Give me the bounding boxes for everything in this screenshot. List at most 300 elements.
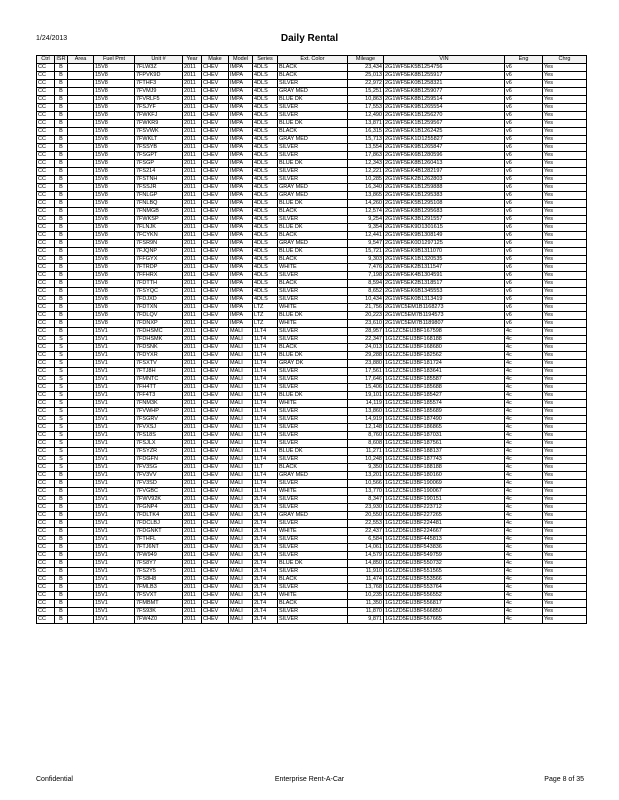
table-cell: 1G1ZD5EU3BF551565 [384, 568, 505, 576]
table-cell: 4c [505, 392, 543, 400]
table-cell: 4c [505, 608, 543, 616]
table-cell: 4c [505, 520, 543, 528]
table-cell: CC [37, 80, 55, 88]
table-cell: 15V1 [94, 456, 135, 464]
table-cell: CC [37, 304, 55, 312]
table-cell: CC [37, 176, 55, 184]
table-cell: SILVER [278, 456, 348, 464]
table-cell [68, 104, 94, 112]
table-cell: BLUE DK [278, 560, 348, 568]
table-cell: Yes [543, 192, 587, 200]
table-cell [68, 528, 94, 536]
table-cell: 2LT4 [253, 608, 278, 616]
table-cell: Yes [543, 384, 587, 392]
table-cell: 15V8 [94, 288, 135, 296]
table-cell: 7FWKFJ [135, 112, 183, 120]
table-cell: Yes [543, 392, 587, 400]
table-cell: IMPA [229, 256, 253, 264]
table-cell: v6 [505, 216, 543, 224]
table-row [37, 152, 587, 160]
table-cell: 2011 [183, 584, 202, 592]
table-cell: IMPA [229, 288, 253, 296]
table-cell [68, 600, 94, 608]
table-row [37, 464, 587, 472]
table-cell: 4c [505, 600, 543, 608]
table-cell: 7FDGFN [135, 456, 183, 464]
table-cell: IMPA [229, 80, 253, 88]
table-cell: 2011 [183, 80, 202, 88]
table-cell: 7FTHF3 [135, 80, 183, 88]
table-cell: 7FDJXD [135, 296, 183, 304]
table-cell: CC [37, 128, 55, 136]
table-cell: 4c [505, 472, 543, 480]
table-cell: 4DLS [253, 120, 278, 128]
table-cell: Yes [543, 440, 587, 448]
table-cell: 4DLS [253, 192, 278, 200]
table-cell: 7FSTNH [135, 176, 183, 184]
table-cell: CC [37, 528, 55, 536]
table-cell: 8,760 [348, 432, 384, 440]
table-cell: 15V8 [94, 256, 135, 264]
table-cell: 2G1WF5EK6B1345553 [384, 288, 505, 296]
table-cell: 4c [505, 480, 543, 488]
table-cell: 2011 [183, 208, 202, 216]
table-cell: 2011 [183, 472, 202, 480]
table-cell [68, 280, 94, 288]
table-cell: 1LT4 [253, 456, 278, 464]
table-cell: 1LT4 [253, 400, 278, 408]
table-cell: Yes [543, 112, 587, 120]
table-cell: 1G1ZC5EU3BF183641 [384, 368, 505, 376]
table-cell: IMPA [229, 152, 253, 160]
table-cell: CHEV [202, 64, 229, 72]
table-cell: 2G1WF5EK2B1262803 [384, 176, 505, 184]
table-cell: 2LT4 [253, 504, 278, 512]
table-cell [68, 152, 94, 160]
table-cell: 1G1ZD5EU3BF543836 [384, 544, 505, 552]
table-cell: Yes [543, 336, 587, 344]
table-cell: CHEV [202, 424, 229, 432]
table-cell: 7FH4TT [135, 384, 183, 392]
table-cell: v6 [505, 208, 543, 216]
table-cell: BLUE DK [278, 160, 348, 168]
table-cell: CC [37, 280, 55, 288]
table-cell: 17,553 [348, 104, 384, 112]
table-cell: 2011 [183, 296, 202, 304]
table-cell: 2LT4 [253, 568, 278, 576]
table-cell: 7FTJ6NT [135, 544, 183, 552]
table-cell: LTZ [253, 304, 278, 312]
table-cell: 7FW949 [135, 552, 183, 560]
table-cell: CC [37, 288, 55, 296]
table-cell: 2011 [183, 232, 202, 240]
table-cell: 1LT4 [253, 416, 278, 424]
report-title: Daily Rental [280, 33, 339, 44]
table-cell: 2011 [183, 256, 202, 264]
table-cell: 1G1ZD5EU3BF556552 [384, 592, 505, 600]
table-cell: 2011 [183, 504, 202, 512]
table-cell: B [55, 512, 68, 520]
table-cell: SILVER [278, 176, 348, 184]
table-cell: 15V8 [94, 232, 135, 240]
table-row [37, 536, 587, 544]
table-cell: 2G1WF5EK9B1311070 [384, 248, 505, 256]
table-cell: SILVER [278, 552, 348, 560]
table-cell: 1G1ZD5EU3BF550732 [384, 560, 505, 568]
table-cell: 2011 [183, 552, 202, 560]
table-row [37, 80, 587, 88]
table-cell: 7FTRDP [135, 264, 183, 272]
table-cell: SILVER [278, 568, 348, 576]
table-cell: 7FS8H8 [135, 576, 183, 584]
table-cell: CC [37, 592, 55, 600]
table-cell: SILVER [278, 416, 348, 424]
table-row [37, 72, 587, 80]
table-cell: 7FCYKN [135, 232, 183, 240]
table-cell: 1LT4 [253, 488, 278, 496]
table-cell: 4c [505, 456, 543, 464]
table-cell: 15V1 [94, 464, 135, 472]
table-cell: 11,870 [348, 608, 384, 616]
table-cell: 7FS214 [135, 168, 183, 176]
table-cell: CHEV [202, 392, 229, 400]
table-cell: 11,910 [348, 568, 384, 576]
table-cell: v6 [505, 88, 543, 96]
table-cell: 15V8 [94, 64, 135, 72]
table-cell: SILVER [278, 520, 348, 528]
table-cell: 13,768 [348, 584, 384, 592]
table-cell [68, 448, 94, 456]
table-cell: 7FV3SD [135, 480, 183, 488]
table-cell: GRAY MED [278, 512, 348, 520]
table-cell: 15V8 [94, 72, 135, 80]
table-cell: SILVER [278, 480, 348, 488]
table-cell: CHEV [202, 104, 229, 112]
table-cell: S [55, 344, 68, 352]
table-cell: 7FWKR9 [135, 120, 183, 128]
table-cell: v6 [505, 232, 543, 240]
table-cell: IMPA [229, 208, 253, 216]
table-cell: 1G1ZC5EU3BF168680 [384, 344, 505, 352]
table-cell: IMPA [229, 88, 253, 96]
table-cell: 25,013 [348, 72, 384, 80]
table-cell: WHITE [278, 304, 348, 312]
table-cell: 4DLS [253, 256, 278, 264]
table-cell: Yes [543, 96, 587, 104]
table-cell: CHEV [202, 96, 229, 104]
table-cell: 4DLS [253, 232, 278, 240]
table-cell: 2011 [183, 480, 202, 488]
table-row [37, 120, 587, 128]
table-cell: Yes [543, 200, 587, 208]
table-cell: CHEV [202, 368, 229, 376]
column-header: Series [253, 56, 278, 64]
table-cell: Yes [543, 376, 587, 384]
table-cell: 2G1WF5EK8B1255917 [384, 72, 505, 80]
table-cell: 15V8 [94, 160, 135, 168]
table-cell: 7FV3SG [135, 464, 183, 472]
table-cell: 4c [505, 592, 543, 600]
table-cell: B [55, 64, 68, 72]
table-cell: 4c [505, 560, 543, 568]
table-cell: 7FSYZR [135, 448, 183, 456]
table-cell: B [55, 592, 68, 600]
table-cell: CHEV [202, 160, 229, 168]
table-cell: S [55, 352, 68, 360]
table-cell: v6 [505, 240, 543, 248]
table-cell: 4c [505, 360, 543, 368]
table-cell: CC [37, 392, 55, 400]
table-cell: CC [37, 384, 55, 392]
table-row [37, 144, 587, 152]
table-cell: 15V8 [94, 136, 135, 144]
table-cell: B [55, 520, 68, 528]
table-cell: 2011 [183, 608, 202, 616]
column-header: VIN [384, 56, 505, 64]
table-cell: SILVER [278, 408, 348, 416]
table-cell: CHEV [202, 88, 229, 96]
table-cell: 2G1WF5EK1D1255827 [384, 136, 505, 144]
table-cell: 4c [505, 504, 543, 512]
table-cell: MALI [229, 424, 253, 432]
table-cell [68, 288, 94, 296]
table-cell: CHEV [202, 592, 229, 600]
table-cell: 2G1WF5EK9D1301615 [384, 224, 505, 232]
table-cell: 4DLS [253, 112, 278, 120]
table-cell: Yes [543, 368, 587, 376]
table-cell [68, 112, 94, 120]
table-cell: BLACK [278, 208, 348, 216]
table-cell: BLUE DK [278, 200, 348, 208]
table-cell: 15V1 [94, 416, 135, 424]
table-cell: CHEV [202, 248, 229, 256]
table-cell: S [55, 408, 68, 416]
table-cell: 2011 [183, 64, 202, 72]
table-cell: 10,434 [348, 296, 384, 304]
table-cell: 7FSXTV [135, 360, 183, 368]
table-cell: B [55, 112, 68, 120]
table-row [37, 424, 587, 432]
table-cell: 2G1WF5EK0B1313419 [384, 296, 505, 304]
table-cell: CC [37, 376, 55, 384]
table-cell: Yes [543, 464, 587, 472]
table-cell: BLACK [278, 256, 348, 264]
table-cell: v6 [505, 200, 543, 208]
table-cell: MALI [229, 560, 253, 568]
table-cell: CHEV [202, 216, 229, 224]
table-cell: MALI [229, 472, 253, 480]
table-cell: B [55, 256, 68, 264]
table-cell [68, 144, 94, 152]
table-cell: 7FV3VV [135, 472, 183, 480]
table-cell: 2011 [183, 184, 202, 192]
column-header: Model [229, 56, 253, 64]
table-cell: IMPA [229, 176, 253, 184]
table-cell: v6 [505, 272, 543, 280]
table-cell: 15V8 [94, 240, 135, 248]
table-cell: 1G1ZC5EU3BF168188 [384, 336, 505, 344]
table-cell: MALI [229, 488, 253, 496]
table-cell: 14,579 [348, 552, 384, 560]
table-cell: 4c [505, 384, 543, 392]
table-cell: CHEV [202, 200, 229, 208]
column-header: Area [68, 56, 94, 64]
table-cell: CC [37, 224, 55, 232]
table-row [37, 96, 587, 104]
table-cell: 2011 [183, 240, 202, 248]
table-cell: GRAY MED [278, 88, 348, 96]
table-cell: Yes [543, 256, 587, 264]
table-cell: 8,594 [348, 280, 384, 288]
table-cell: 12,343 [348, 160, 384, 168]
table-cell: 4c [505, 488, 543, 496]
table-cell [68, 320, 94, 328]
table-cell: S [55, 456, 68, 464]
table-cell: GRAY MED [278, 192, 348, 200]
table-cell: 15V1 [94, 616, 135, 624]
column-header: Year [183, 56, 202, 64]
table-cell: 2G1WF5EK8B1259077 [384, 88, 505, 96]
table-cell: Yes [543, 512, 587, 520]
table-cell: BLUE DK [278, 96, 348, 104]
column-header: Ctrl [37, 56, 55, 64]
table-cell: 4c [505, 328, 543, 336]
table-cell: 2011 [183, 72, 202, 80]
table-cell: 13,860 [348, 408, 384, 416]
table-cell: 15V1 [94, 328, 135, 336]
table-cell [68, 480, 94, 488]
table-cell: 2011 [183, 168, 202, 176]
table-cell: B [55, 120, 68, 128]
table-cell: 2011 [183, 424, 202, 432]
table-cell: CC [37, 208, 55, 216]
table-cell: B [55, 264, 68, 272]
table-cell [68, 200, 94, 208]
table-cell: CHEV [202, 152, 229, 160]
table-cell [68, 584, 94, 592]
table-cell [68, 344, 94, 352]
table-body [37, 64, 587, 624]
table-header [37, 56, 587, 64]
table-cell: 7FSGP [135, 160, 183, 168]
table-cell: CHEV [202, 224, 229, 232]
table-cell: Yes [543, 72, 587, 80]
table-cell: Yes [543, 416, 587, 424]
table-cell: Yes [543, 264, 587, 272]
table-cell: 1G1ZD5EU3BF224667 [384, 528, 505, 536]
table-cell: SILVER [278, 288, 348, 296]
table-cell: 15,251 [348, 88, 384, 96]
table-cell [68, 432, 94, 440]
table-cell: 15V8 [94, 112, 135, 120]
table-cell: B [55, 232, 68, 240]
table-cell [68, 312, 94, 320]
table-cell: SILVER [278, 384, 348, 392]
table-cell: 4c [505, 376, 543, 384]
table-cell: SILVER [278, 144, 348, 152]
table-row [37, 480, 587, 488]
table-cell: BLACK [278, 280, 348, 288]
table-cell: 15,713 [348, 136, 384, 144]
table-cell: BLACK [278, 72, 348, 80]
table-cell: B [55, 216, 68, 224]
table-cell: MALI [229, 352, 253, 360]
table-cell: MALI [229, 400, 253, 408]
table-cell: v6 [505, 136, 543, 144]
table-cell [68, 504, 94, 512]
table-row [37, 112, 587, 120]
table-cell: 4DLS [253, 296, 278, 304]
table-cell: CC [37, 408, 55, 416]
table-cell: SILVER [278, 328, 348, 336]
table-cell: IMPA [229, 216, 253, 224]
table-row [37, 320, 587, 328]
table-cell: CC [37, 568, 55, 576]
table-cell: 2LT4 [253, 552, 278, 560]
table-cell: 15V8 [94, 312, 135, 320]
table-cell: 7FS93K [135, 608, 183, 616]
table-cell: 7FVXSJ [135, 424, 183, 432]
table-cell: 2G1WF5EK9B1265847 [384, 144, 505, 152]
table-row [37, 376, 587, 384]
table-cell: v6 [505, 280, 543, 288]
table-cell: B [55, 600, 68, 608]
table-cell: CHEV [202, 328, 229, 336]
table-cell: Yes [543, 592, 587, 600]
table-row [37, 544, 587, 552]
table-cell: SILVER [278, 536, 348, 544]
table-cell: Yes [543, 304, 587, 312]
table-cell: CHEV [202, 312, 229, 320]
table-cell: CHEV [202, 432, 229, 440]
table-cell: 7FSVWK [135, 128, 183, 136]
table-cell: MALI [229, 568, 253, 576]
table-row [37, 488, 587, 496]
table-row [37, 528, 587, 536]
table-cell: 2011 [183, 400, 202, 408]
table-cell [68, 608, 94, 616]
table-cell: 2G1WF5EK1B1262425 [384, 128, 505, 136]
table-cell: CHEV [202, 288, 229, 296]
table-cell [68, 176, 94, 184]
table-cell: Yes [543, 448, 587, 456]
table-row [37, 496, 587, 504]
table-cell: 1G1ZC5EU3BF187031 [384, 432, 505, 440]
table-cell: SILVER [278, 544, 348, 552]
table-cell: v6 [505, 296, 543, 304]
table-cell: v6 [505, 264, 543, 272]
table-cell: 1G1ZD5EU3BF566850 [384, 608, 505, 616]
table-cell: CC [37, 520, 55, 528]
table-cell: CHEV [202, 320, 229, 328]
table-cell: 1G1ZD5EU3BF227265 [384, 512, 505, 520]
table-cell: 2G1WF5EK1B1320535 [384, 256, 505, 264]
table-cell: 4c [505, 584, 543, 592]
table-cell: S [55, 400, 68, 408]
table-cell: IMPA [229, 184, 253, 192]
table-cell [68, 392, 94, 400]
table-cell [68, 216, 94, 224]
table-cell: CHEV [202, 512, 229, 520]
table-cell: MALI [229, 416, 253, 424]
table-cell: 13,865 [348, 192, 384, 200]
table-cell: WHITE [278, 264, 348, 272]
table-cell: 2011 [183, 520, 202, 528]
table-cell: 24,013 [348, 344, 384, 352]
table-cell: 1LT4 [253, 432, 278, 440]
table-cell: MALI [229, 576, 253, 584]
table-cell: Yes [543, 272, 587, 280]
